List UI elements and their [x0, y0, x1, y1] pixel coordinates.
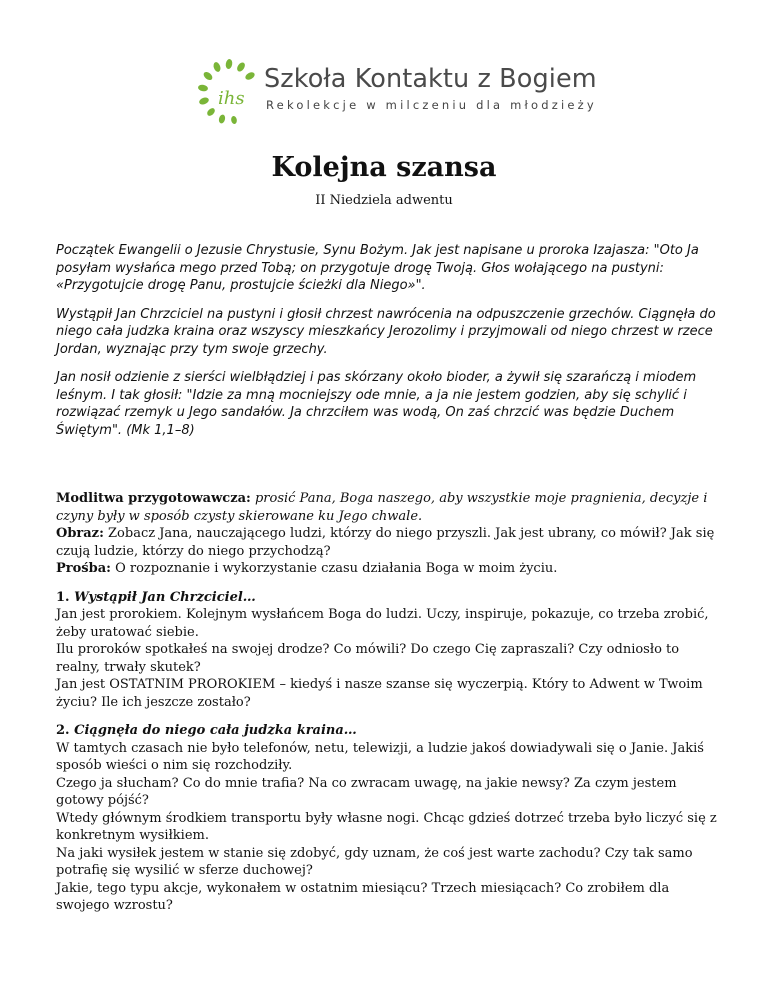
section-number: 2. — [56, 723, 70, 738]
section-number: 1. — [56, 589, 70, 605]
logo-title: Szkoła Kontaktu z Bogiem — [264, 64, 597, 94]
section-title: Wystąpił Jan Chrzciciel… — [74, 589, 256, 605]
section-heading — [56, 722, 720, 740]
image-text: Zobacz Jana, nauczającego ludzi, którzy do niego przyszli. Jak jest ubrany, co mówił? Jak się czują ludzie, którzy do niego przychodzą? — [56, 526, 715, 559]
request-line — [56, 560, 720, 578]
school-logo — [194, 58, 597, 128]
section-line: Wtedy głównym środkiem transportu były własne nogi. Chcąc gdzieś dotrzeć trzeba było liczyć się z konkretnym wysiłkiem. — [56, 810, 717, 843]
gospel-paragraph: Jan nosił odzienie z sierści wielbłądziej i pas skórzany około bioder, a żywił się szarańczą i miodem leśnym. I tak głosił: "Idzie za mną mocniejszy ode mnie, a ja nie jestem godzien, aby się schylić i rozwiązać rzemyk u Jego sandałów. Ja chrzciłem was wodą, On zaś chrzcić was będzie Duchem Świętym". (Mk 1,1–8) — [56, 370, 697, 438]
section-line: Jan jest OSTATNIM PROROKIEM – kiedyś i nasze szanse się wyczerpią. Który to Adwent w Twoim życiu? Ile ich jeszcze zostało? — [56, 677, 703, 710]
page-subtitle: II Niedziela adwentu — [315, 193, 453, 208]
section-line: Ilu proroków spotkałeś na swojej drodze? Co mówili? Do czego Cię zapraszali? Czy odniosło to realny, trwały skutek? — [56, 642, 680, 675]
image-label: Obraz: — [56, 526, 104, 541]
request-text: O rozpoznanie i wykorzystanie czasu działania Boga w moim życiu. — [115, 561, 558, 576]
section-line: Na jaki wysiłek jestem w stanie się zdobyć, gdy uznam, że coś jest warte zachodu? Czy tak samo potrafię się wysilić w sferze duchowej? — [56, 845, 693, 878]
emblem-monogram: ihs — [218, 88, 245, 109]
prayer-text: prosić Pana, Boga naszego, aby wszystkie moje pragnienia, decyzje i czyny były w sposób czysty skierowane ku Jego chwale. — [56, 491, 708, 524]
prayer-line — [56, 490, 720, 525]
section-line: W tamtych czasach nie było telefonów, netu, telewizji, a ludzie jakoś dowiadywali się o Janie. Jakiś sposób wieści o nim się rozchodziły. — [56, 740, 704, 773]
meditation-body — [56, 490, 720, 915]
section-title: Ciągnęła do niego cała judzka kraina… — [74, 723, 357, 738]
gospel-passage — [56, 242, 720, 450]
sun-emblem-icon — [194, 58, 264, 128]
prayer-label: Modlitwa przygotowawcza: — [56, 491, 251, 506]
logo-subtitle: Rekolekcje w milczeniu dla młodzieży — [266, 98, 597, 112]
section-line: Czego ja słucham? Co do mnie trafia? Na co zwracam uwagę, na jakie newsy? Za czym jestem gotowy pójść? — [56, 775, 677, 808]
section-line: Jakie, tego typu akcje, wykonałem w ostatnim miesiącu? Trzech miesiącach? Co zrobiłem dla swojego wzrostu? — [56, 880, 670, 913]
gospel-paragraph: Początek Ewangelii o Jezusie Chrystusie, Synu Bożym. Jak jest napisane u proroka Izajasza: "Oto Ja posyłam wysłańca mego przed Tobą; on przygotuje drogę Twoją. Głos wołającego na pustyni: «Przygotujcie drogę Panu, prostujcie ścieżki dla Niego»". — [56, 243, 699, 293]
gospel-paragraph: Wystąpił Jan Chrzciciel na pustyni i głosił chrzest nawrócenia na odpuszczenie grzechów. Ciągnęła do niego cała judzka kraina oraz wszyscy mieszkańcy Jerozolimy i przyjmowali od niego chrzest w rzece Jordan, wyznając przy tym swoje grzechy. — [56, 306, 716, 357]
section-heading — [56, 589, 720, 607]
page-title: Kolejna szansa — [271, 152, 497, 183]
section-line: Jan jest prorokiem. Kolejnym wysłańcem Boga do ludzi. Uczy, inspiruje, pokazuje, co trzeba zrobić, żeby uratować siebie. — [56, 607, 709, 640]
request-label: Prośba: — [56, 561, 111, 576]
image-line — [56, 525, 720, 560]
